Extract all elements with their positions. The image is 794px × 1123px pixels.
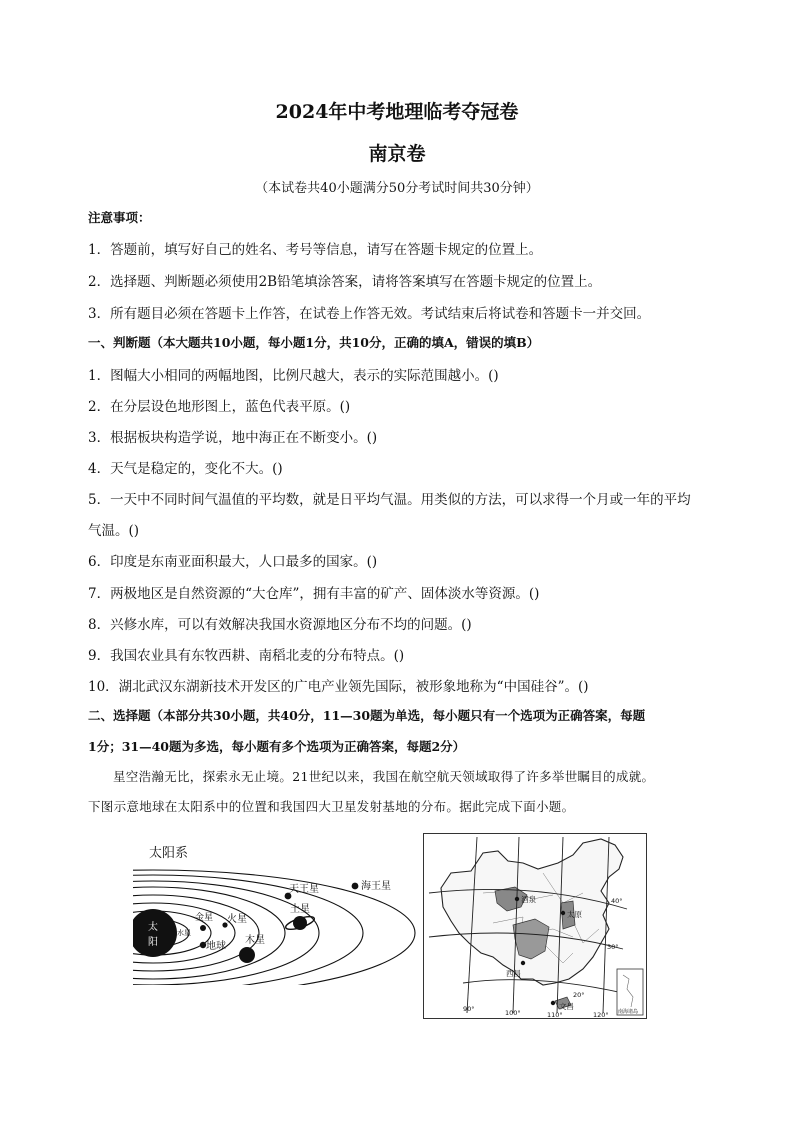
planet-icon [171,927,175,931]
planet-label: 海王星 [361,881,391,892]
planet-label: 金星 [195,913,214,923]
section2-heading: 二、选择题（本部分共30小题，共40分，11—30题为单选，每小题只有一个选项为正确答案，每题 [88,708,646,723]
note-item: 1．答题前，填写好自己的姓名、考号等信息，请写在答题卡规定的位置上。 [88,242,543,258]
longitude-label: 90° [463,1005,475,1013]
question: 5．一天中不同时间气温值的平均数，就是日平均气温。用类似的方法，可以求得一个月或一年的平均 [88,492,691,508]
planet-label: 天王星 [289,884,319,895]
inset-label: 南海诸岛 [618,1009,639,1015]
sun-label: 太 [148,922,158,933]
base-marker-icon [515,897,519,901]
longitude-label: 100° [505,1009,521,1017]
section2-heading-cont: 1分；31—40题为多选，每小题有多个选项为正确答案，每题2分） [88,739,466,754]
base-marker-icon [521,961,525,965]
sun-icon [133,909,177,957]
question: 1．图幅大小相同的两幅地图，比例尺越大，表示的实际范围越小。() [88,368,499,384]
note-item: 3．所有题目必须在答题卡上作答，在试卷上作答无效。考试结束后将试卷和答题卡一并交回。 [88,306,651,322]
notes-heading: 注意事项： [88,210,151,225]
planet-icon [352,883,359,890]
exam-subtitle: 南京卷 [368,143,426,165]
question: 4．天气是稳定的，变化不大。() [88,461,283,477]
passage: 下图示意地球在太阳系中的位置和我国四大卫星发射基地的分布。据此完成下面小题。 [88,799,575,814]
question: 6．印度是东南亚面积最大，人口最多的国家。() [88,554,378,570]
sun-label: 阳 [148,937,158,948]
planet-icon [293,916,307,930]
question: 10．湖北武汉东湖新技术开发区的广电产业领先国际，被形象地称为“中国硅谷”。() [88,679,589,695]
solar-system-figure [133,835,418,985]
longitude-label: 110° [547,1011,563,1019]
question: 2．在分层设色地形图上，蓝色代表平原。() [88,399,351,415]
note-item: 2．选择题、判断题必须使用2B铅笔填涂答案，请将答案填写在答题卡规定的位置上。 [88,274,602,290]
longitude-label: 120° [593,1011,609,1019]
exam-title: 2024年中考地理临考夺冠卷 [275,101,519,123]
latitude-label: 30° [607,943,619,951]
figure-title: 太阳系 [149,846,189,861]
section1-heading: 一、判断题（本大题共10小题，每小题1分，共10分，正确的填A，错误的填B） [88,335,540,350]
question: 9．我国农业具有东牧西耕、南稻北麦的分布特点。() [88,648,405,664]
china-launch-bases-map [423,833,647,1019]
planet-label: 木星 [245,935,265,946]
base-marker-icon [551,1001,555,1005]
exam-info: （本试卷共40小题满分50分考试时间共30分钟） [255,181,539,196]
planet-label: 水星 [177,929,191,937]
base-label: 太原 [567,910,582,919]
planet-icon [200,925,206,931]
planet-icon [239,947,255,963]
question: 7．两极地区是自然资源的“大仓库”，拥有丰富的矿产、固体淡水等资源。() [88,586,540,602]
planet-label: 火星 [227,914,247,925]
base-label: 西昌 [506,969,521,978]
planet-label: 地球 [206,941,226,952]
passage: 星空浩瀚无比，探索永无止境。21世纪以来，我国在航空航天领域取得了许多举世瞩目的成就。 [113,769,655,784]
question-continuation: 气温。() [88,523,140,539]
base-marker-icon [561,911,565,915]
planet-label: 土星 [290,904,310,915]
base-label: 酒泉 [521,895,536,904]
latitude-label: 20° [573,991,585,999]
question: 3．根据板块构造学说，地中海正在不断变小。() [88,430,378,446]
latitude-label: 40° [611,897,623,905]
base-label: 文昌 [559,1002,574,1011]
question: 8．兴修水库，可以有效解决我国水资源地区分布不均的问题。() [88,617,472,633]
